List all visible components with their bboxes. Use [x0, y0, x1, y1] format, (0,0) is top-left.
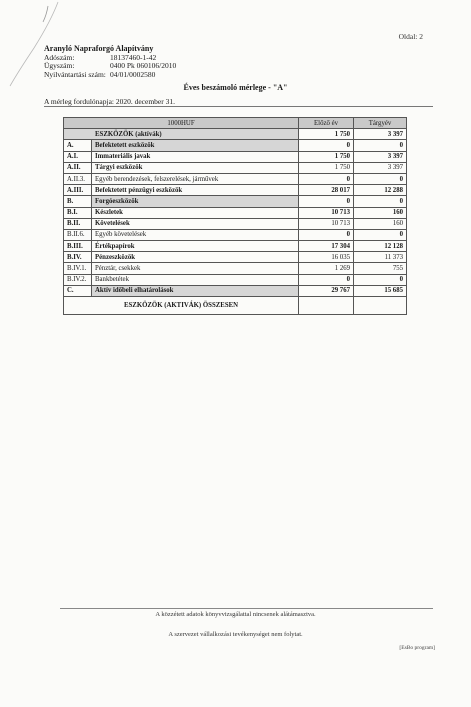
- row-code: B.II.: [64, 218, 92, 229]
- organization-name: Aranyló Napraforgó Alapítvány: [44, 44, 154, 53]
- balance-sheet-table: [63, 117, 407, 315]
- section-title: ESZKÖZÖK (aktívák): [64, 129, 299, 140]
- table-cell: 0: [354, 229, 407, 240]
- field-label: Ügyszám:: [44, 61, 75, 71]
- software-label: [EsBo program]: [399, 645, 435, 651]
- table-cell: 3 397: [354, 162, 407, 173]
- row-name: Immateriális javak: [92, 151, 299, 162]
- table-cell: 0: [354, 140, 407, 151]
- table-cell: 0: [299, 229, 354, 240]
- table-cell: 12 288: [354, 185, 407, 196]
- row-code: A.: [64, 140, 92, 151]
- total-row: [64, 297, 407, 315]
- row-code: A.II.3.: [64, 173, 92, 184]
- table-row: [64, 151, 407, 162]
- row-name: Készletek: [92, 207, 299, 218]
- table-cell: 1 750: [299, 129, 354, 140]
- current-year-header: Tárgyév: [354, 118, 407, 129]
- table-header-row: [64, 118, 407, 129]
- business-activity-note: A szervezet vállalkozási tevékenységet nem folytat.: [168, 631, 303, 638]
- table-row: [64, 185, 407, 196]
- audit-note: A közzétett adatok könyvvizsgálattal nincsenek alátámasztva.: [155, 611, 316, 618]
- table-cell: 10 713: [299, 218, 354, 229]
- row-code: A.II.: [64, 162, 92, 173]
- section-title-row: [64, 129, 407, 140]
- table-cell: 1 750: [299, 162, 354, 173]
- table-row: [64, 263, 407, 274]
- page-number: Oldal: 2: [398, 32, 423, 41]
- table-cell: 0: [299, 140, 354, 151]
- row-name: Bankbetétek: [92, 274, 299, 285]
- row-name: Egyéb követelések: [92, 229, 299, 240]
- field-value: 0400 Pk 060106/2010: [110, 61, 177, 71]
- row-code: B.I.: [64, 207, 92, 218]
- table-cell: 3 397: [354, 151, 407, 162]
- row-name: Befektetett pénzügyi eszközök: [92, 185, 299, 196]
- row-code: B.: [64, 196, 92, 207]
- table-cell: 3 397: [354, 129, 407, 140]
- total-label: ESZKÖZÖK (AKTIVÁK) ÖSSZESEN: [64, 297, 299, 315]
- table-cell: 0: [354, 196, 407, 207]
- table-cell: 10 713: [299, 207, 354, 218]
- row-name: Forgóeszközök: [92, 196, 299, 207]
- table-cell: 16 035: [299, 252, 354, 263]
- table-cell: 17 304: [299, 241, 354, 252]
- balance-date: A mérleg fordulónapja: 2020. december 31.: [44, 97, 176, 106]
- table-cell: 160: [354, 218, 407, 229]
- empty-cell: [299, 297, 354, 315]
- unit-header: 1000HUF: [64, 118, 299, 129]
- row-name: Pénzeszközök: [92, 252, 299, 263]
- row-code: B.IV.1.: [64, 263, 92, 274]
- table-row: [64, 285, 407, 296]
- row-name: Követelések: [92, 218, 299, 229]
- table-cell: 1 269: [299, 263, 354, 274]
- table-cell: 28 017: [299, 185, 354, 196]
- table-row: [64, 140, 407, 151]
- table-cell: 1 750: [299, 151, 354, 162]
- field-label: Nyilvántartási szám:: [44, 69, 106, 79]
- row-name: Értékpapírok: [92, 241, 299, 252]
- table-cell: 12 128: [354, 241, 407, 252]
- report-title: Éves beszámoló mérlege - "A": [183, 83, 288, 92]
- table-cell: 11 373: [354, 252, 407, 263]
- footer-divider: [60, 608, 433, 609]
- table-row: [64, 241, 407, 252]
- organization-header: [44, 45, 176, 79]
- row-code: B.III.: [64, 241, 92, 252]
- table-cell: 755: [354, 263, 407, 274]
- previous-year-header: Előző év: [299, 118, 354, 129]
- table-cell: 160: [354, 207, 407, 218]
- field-value: 18137460-1-42: [110, 52, 157, 62]
- field-label: Adószám:: [44, 52, 75, 62]
- table-cell: 0: [299, 196, 354, 207]
- row-name: Aktív időbeli elhatárolások: [92, 285, 299, 296]
- table-row: [64, 252, 407, 263]
- row-code: A.III.: [64, 185, 92, 196]
- table-row: [64, 196, 407, 207]
- header-divider: [44, 106, 433, 107]
- table-cell: 0: [299, 173, 354, 184]
- row-code: C.: [64, 285, 92, 296]
- table-cell: 0: [354, 173, 407, 184]
- table-row: [64, 229, 407, 240]
- row-name: Befektetett eszközök: [92, 140, 299, 151]
- row-code: A.I.: [64, 151, 92, 162]
- table-row: [64, 218, 407, 229]
- row-name: Tárgyi eszközök: [92, 162, 299, 173]
- row-code: B.IV.: [64, 252, 92, 263]
- registry-number-row: [44, 71, 176, 80]
- row-code: B.IV.2.: [64, 274, 92, 285]
- table-row: [64, 162, 407, 173]
- table-cell: 0: [354, 274, 407, 285]
- table-row: [64, 274, 407, 285]
- table-cell: 29 767: [299, 285, 354, 296]
- table-row: [64, 207, 407, 218]
- table-cell: 15 685: [354, 285, 407, 296]
- empty-cell: [354, 297, 407, 315]
- row-code: B.II.6.: [64, 229, 92, 240]
- table-cell: 0: [299, 274, 354, 285]
- field-value: 04/01/0002580: [110, 69, 156, 79]
- table-row: [64, 173, 407, 184]
- row-name: Egyéb berendezések, felszerelések, járművek: [92, 173, 299, 184]
- row-name: Pénztár, csekkek: [92, 263, 299, 274]
